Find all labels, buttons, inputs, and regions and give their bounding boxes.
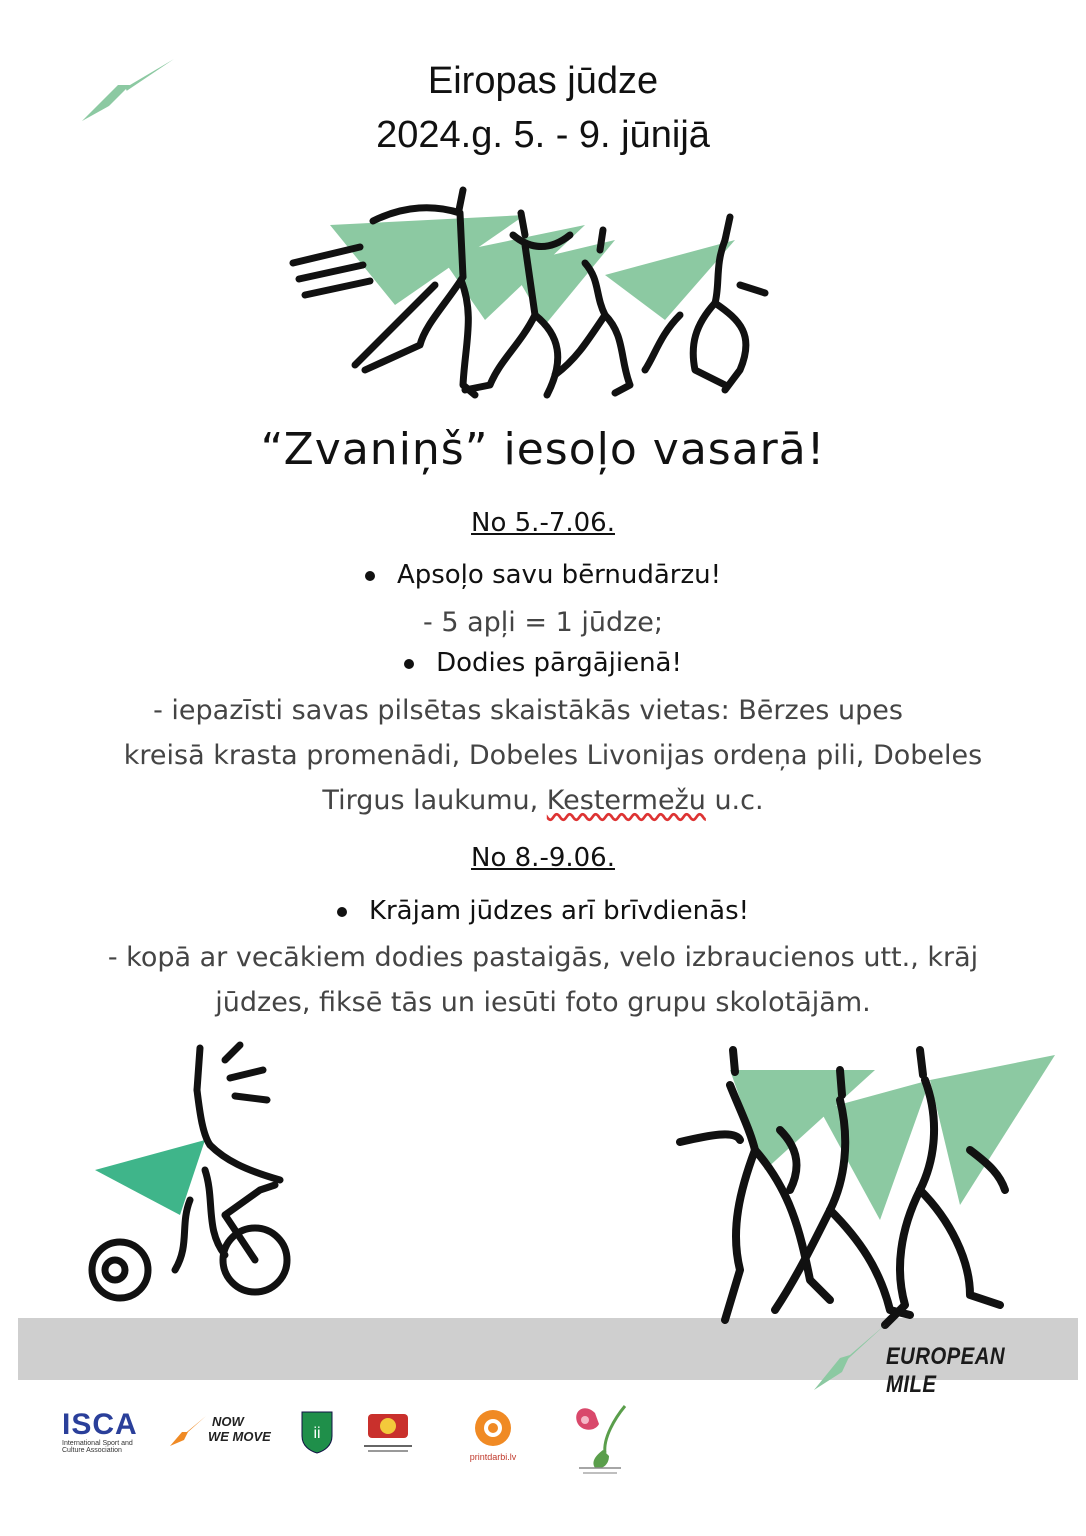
section1-desc-line-1: - iepazīsti savas pilsētas skaistākās vietas: Bērzes upes bbox=[153, 695, 903, 726]
section1-bullet-1 bbox=[0, 560, 1086, 590]
dobele-crest-icon bbox=[300, 1410, 334, 1454]
now-we-move-text-1: NOW bbox=[212, 1414, 244, 1429]
now-we-move-text-2: WE MOVE bbox=[208, 1429, 271, 1444]
section1-desc-line-3 bbox=[0, 778, 1086, 823]
svg-text:ii: ii bbox=[313, 1425, 321, 1442]
bullet-dot-icon bbox=[404, 659, 414, 669]
isca-logo-sub2: Culture Association bbox=[62, 1447, 122, 1454]
bullet-dot-icon bbox=[337, 907, 347, 917]
section1-bullet-1-text: Apsoļo savu bērnudārzu! bbox=[396, 560, 722, 590]
runners-illustration bbox=[285, 185, 785, 410]
section1-bullet-2-text: Dodies pārgājienā! bbox=[436, 648, 682, 678]
cyclist-illustration bbox=[75, 1040, 315, 1310]
section2-bullet-1-text: Krājam jūdzes arī brīvdienās! bbox=[368, 896, 750, 926]
municipality-emblem-icon bbox=[358, 1408, 418, 1456]
european-mile-label: EUROPEAN MILE bbox=[886, 1343, 1006, 1398]
printdarbi-text: printdarbi.lv bbox=[469, 1452, 517, 1462]
isca-logo-text: ISCA bbox=[62, 1408, 138, 1441]
printdarbi-circle-icon bbox=[473, 1408, 513, 1448]
now-we-move-logo bbox=[168, 1412, 278, 1452]
runners-group-illustration bbox=[670, 1040, 1070, 1340]
section2-description bbox=[0, 935, 1086, 1025]
zvanins-kindergarten-logo-icon bbox=[565, 1398, 635, 1478]
section1-date: No 5.-7.06. bbox=[471, 508, 615, 538]
european-mile-mark-icon bbox=[810, 1320, 890, 1395]
section1-desc-line-3-post: u.c. bbox=[714, 785, 764, 816]
section2-bullet-1 bbox=[0, 896, 1086, 926]
slogan: “Zvaniņš” iesoļo vasarā! bbox=[260, 424, 826, 475]
isca-logo-sub1: International Sport and bbox=[62, 1440, 133, 1447]
isca-logo bbox=[62, 1410, 162, 1454]
now-we-move-mark-icon bbox=[168, 1414, 208, 1448]
section2-desc-line-2: jūdzes, fiksē tās un iesūti foto grupu skolotājām. bbox=[215, 987, 871, 1018]
section1-desc-line-3-underlined: Kestermežu bbox=[546, 785, 706, 816]
printdarbi-logo bbox=[455, 1408, 535, 1462]
title-line-2: 2024.g. 5. - 9. jūnijā bbox=[376, 114, 710, 156]
bullet-dot-icon bbox=[365, 571, 375, 581]
section1-note-1: - 5 apļi = 1 jūdze; bbox=[423, 607, 663, 638]
title-line-1: Eiropas jūdze bbox=[427, 60, 659, 102]
section2-desc-line-1: - kopā ar vecākiem dodies pastaigās, velo izbraucienos utt., krāj bbox=[107, 942, 979, 973]
section1-description bbox=[0, 688, 1086, 823]
section1-desc-line-3-pre: Tirgus laukumu, bbox=[322, 785, 539, 816]
section1-desc-line-2: kreisā krasta promenādi, Dobeles Livonijas ordeņa pili, Dobeles bbox=[123, 740, 983, 771]
section1-bullet-2 bbox=[0, 648, 1086, 678]
section2-date: No 8.-9.06. bbox=[471, 843, 615, 873]
